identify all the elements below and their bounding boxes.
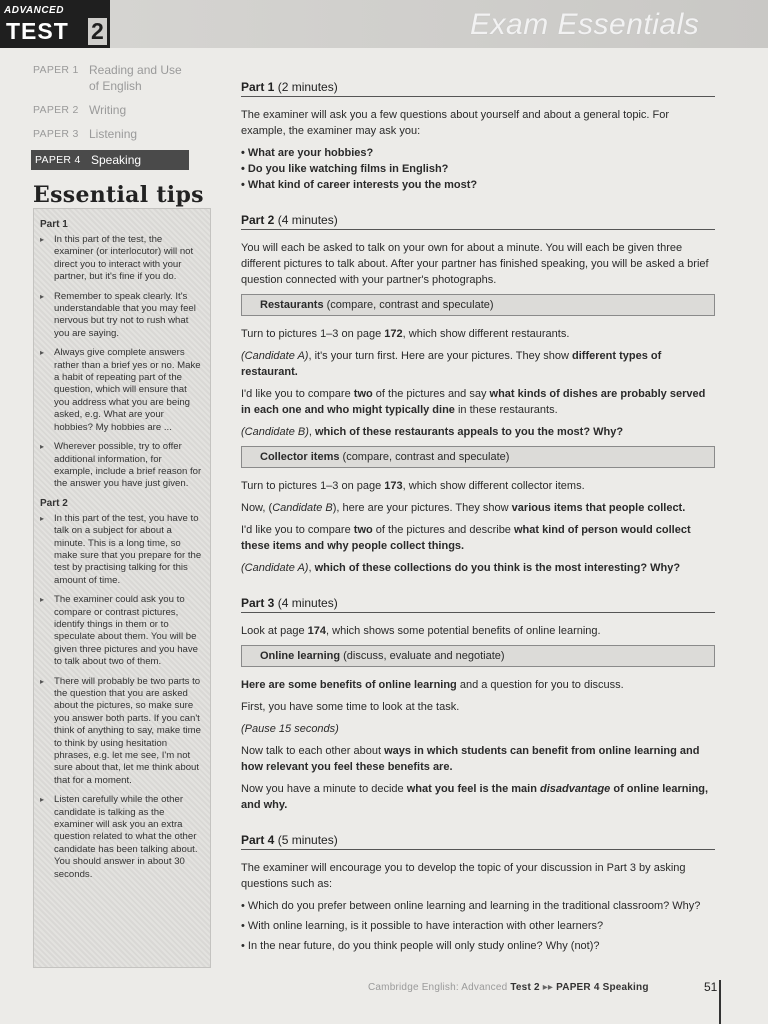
- part3-line1: Look at page 174, which shows some potential benefits of online learning.: [241, 625, 601, 637]
- page-number: 51: [704, 980, 718, 994]
- paper-item-reading: PAPER 1 Reading and Use of English: [33, 63, 182, 93]
- page-footer: Cambridge English: Advanced Test 2 ▸▸ PAPER 4 Speaking: [368, 982, 649, 993]
- part3-line4: (Pause 15 seconds): [241, 723, 339, 735]
- task-box-online-learning: Online learning (discuss, evaluate and negotiate): [241, 645, 715, 667]
- part2-intro: You will each be asked to talk on your own for about a minute. You will each be given three different pictures to talk about. After your partner has finished speaking, you will be asked a brief question connected with your partner's photographs.: [241, 242, 709, 286]
- task1-line2: (Candidate A), it's your turn first. Here are your pictures. They show different types of restaurant.: [241, 350, 662, 378]
- task1-line4: (Candidate B), which of these restaurants appeals to you the most? Why?: [241, 426, 624, 438]
- bullet-icon: ▸: [40, 235, 45, 244]
- part3-line3: First, you have some time to look at the task.: [241, 701, 460, 713]
- page-rule: [719, 980, 721, 1024]
- part1-heading: Part 1 (2 minutes): [241, 80, 715, 97]
- part4-intro: The examiner will encourage you to develop the topic of your discussion in Part 3 by asking questions such as:: [241, 862, 686, 890]
- exam-essentials-title: Exam Essentials: [470, 8, 700, 41]
- task2-line3: I'd like you to compare two of the pictures and describe what kind of person would collect these items and why people collect things.: [241, 524, 691, 552]
- tip-item: ▸ The examiner could ask you to compare or contrast pictures, identify things in them or to speculate about them. You will be given three pictures and you have to talk about two of them.: [40, 594, 198, 668]
- bullet-icon: ▸: [40, 795, 45, 805]
- tip-item: ▸ Listen carefully while the other candidate is talking as the examiner will ask you an extra question related to what the other candidate has been talking about. You should answer in about 30 seconds.: [40, 794, 198, 880]
- tip-item: ▸ Remember to speak clearly. It's understandable that you may feel nervous but try not to rush what you are saying.: [40, 290, 196, 339]
- essential-tips-box: [33, 208, 211, 968]
- task-box-collector-items: Collector items (compare, contrast and speculate): [241, 446, 715, 468]
- tip-item: ▸ In this part of the test, you have to talk on a subject for about a minute. This is a long time, so make sure that you prepare for the test by practising talking for this amount of time.: [40, 512, 202, 586]
- part1-questions: [241, 145, 715, 193]
- main-content: [241, 80, 715, 958]
- bullet-icon: ▸: [40, 595, 45, 605]
- paper-item-writing: PAPER 2 Writing: [33, 103, 127, 117]
- bullet-icon: ▸: [40, 442, 45, 452]
- paper-item-listening: PAPER 3 Listening: [33, 127, 138, 141]
- test-label: TEST: [6, 18, 69, 44]
- list-item: • What kind of career interests you the most?: [241, 177, 715, 193]
- list-item: • With online learning, is it possible to have interaction with other learners?: [241, 918, 715, 934]
- test-badge: [0, 0, 110, 48]
- task2-line4: (Candidate A), which of these collections do you think is the most interesting? Why?: [241, 562, 681, 574]
- paper-list: [33, 62, 185, 178]
- part4-heading: Part 4 (5 minutes): [241, 833, 715, 850]
- list-item: • In the near future, do you think people will only study online? Why (not)?: [241, 938, 715, 954]
- advanced-label: ADVANCED: [4, 5, 64, 16]
- part3-heading: Part 3 (4 minutes): [241, 596, 715, 613]
- double-arrow-icon: ▸▸: [542, 982, 554, 993]
- bullet-icon: ▸: [40, 676, 45, 686]
- tip-item: ▸ Wherever possible, try to offer additional information, for example, include a brief reason for the answer you have just given.: [40, 441, 202, 490]
- part4-questions: [241, 898, 715, 954]
- test-number: 2: [88, 18, 107, 45]
- part3-line6: Now you have a minute to decide what you feel is the main disadvantage of online learning, and why.: [241, 783, 709, 811]
- part1-intro: The examiner will ask you a few questions about yourself and about a general topic. For example, the examiner may ask you:: [241, 109, 670, 137]
- tips-part1-label: Part 1: [40, 219, 68, 230]
- task-box-restaurants: Restaurants (compare, contrast and speculate): [241, 294, 715, 316]
- part2-heading: Part 2 (4 minutes): [241, 213, 715, 230]
- bullet-icon: ▸: [40, 348, 45, 358]
- task2-line2: Now, (Candidate B), here are your pictures. They show various items that people collect.: [241, 502, 686, 514]
- task1-line1: Turn to pictures 1–3 on page 172, which show different restaurants.: [241, 328, 570, 340]
- list-item: • What are your hobbies?: [241, 145, 715, 161]
- list-item: • Do you like watching films in English?: [241, 161, 715, 177]
- part3-line2: Here are some benefits of online learning and a question for you to discuss.: [241, 679, 624, 691]
- tip-item: ▸ Always give complete answers rather than a brief yes or no. Make a habit of repeating part of the question, which will ensure that you address what you are being asked, e.g. What are your hobbies? My hobbies are ...: [40, 347, 201, 433]
- tips-part2-label: Part 2: [40, 497, 68, 509]
- bullet-icon: ▸: [40, 513, 45, 523]
- tip-item: ▸ There will probably be two parts to the question that you are asked about the pictures, so make sure you answer both parts. If you can't think of anything to say, make time to think by using hesitation phrases, e.g. let me see, I'm not sure about that, let me think about that for a moment.: [40, 675, 201, 786]
- bullet-icon: ▸: [40, 291, 45, 301]
- tip-item: ▸ In this part of the test, the examiner (or interlocutor) will not direct you to interact with your partner, but it's fine if you do.: [40, 234, 194, 283]
- list-item: • Which do you prefer between online learning and learning in the traditional classroom? Why?: [241, 898, 715, 914]
- task1-line3: I'd like you to compare two of the pictures and say what kinds of dishes are probably served in each one and who might typically dine in these restaurants.: [241, 388, 706, 416]
- header-bar: [0, 0, 768, 48]
- paper-item-speaking: PAPER 4 Speaking: [31, 150, 189, 170]
- task2-line1: Turn to pictures 1–3 on page 173, which show different collector items.: [241, 480, 585, 492]
- part3-line5: Now talk to each other about ways in which students can benefit from online learning and how relevant you feel these benefits are.: [241, 745, 700, 773]
- essential-tips-title: Essential tips: [33, 182, 204, 208]
